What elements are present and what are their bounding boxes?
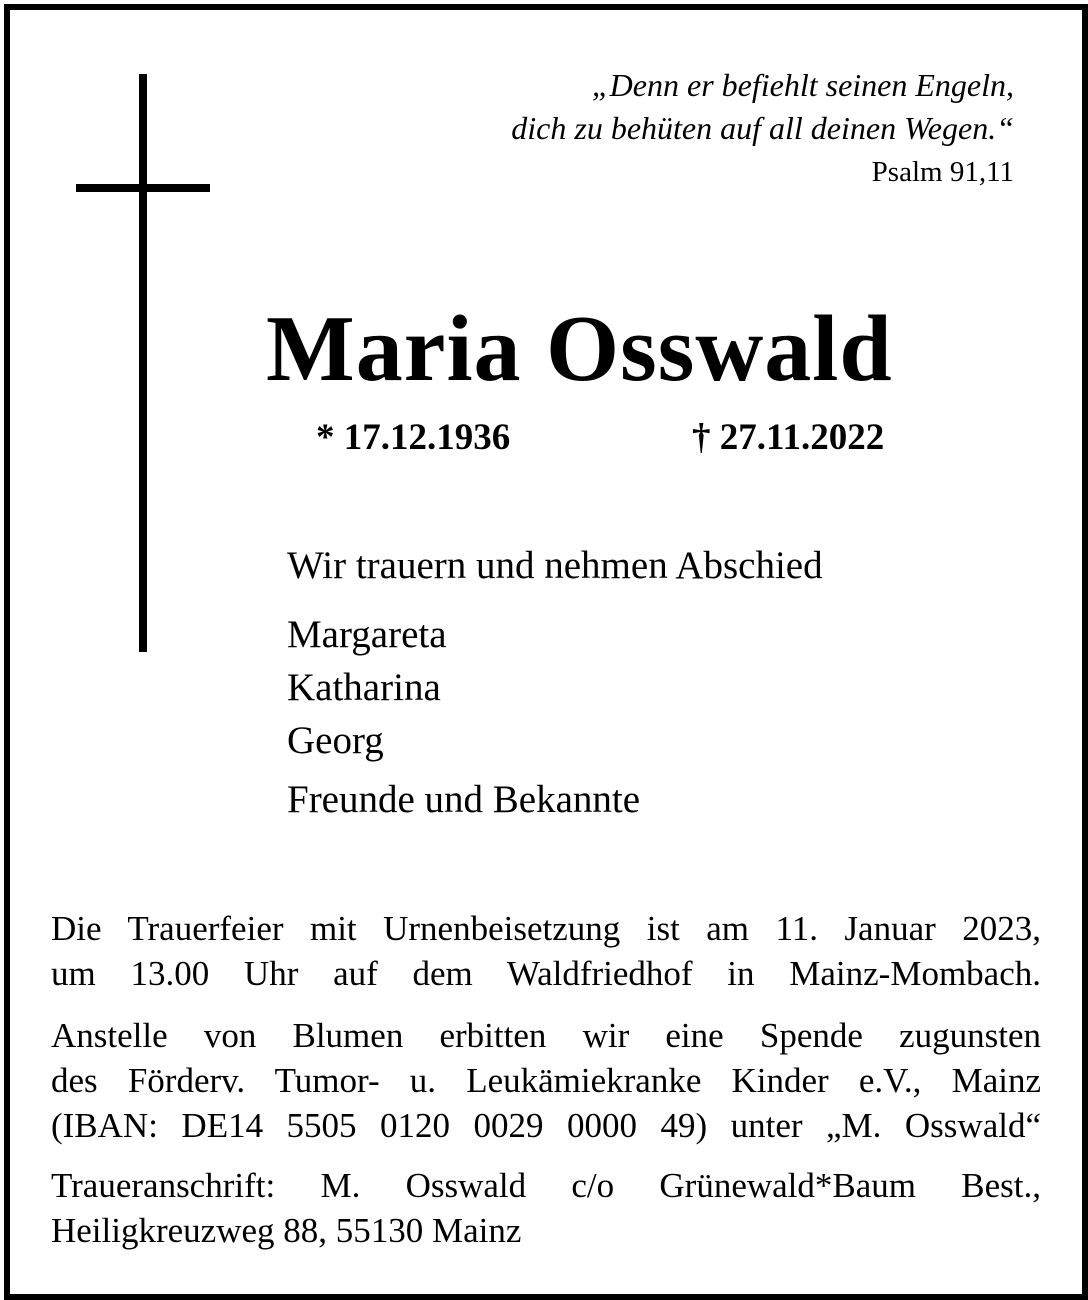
service-line-1: Die Trauerfeier mit Urnenbeisetzung ist am 11. Januar 2023,	[51, 909, 1041, 948]
birth-date: * 17.12.1936	[316, 417, 511, 458]
donation-line-1: Anstelle von Blumen erbitten wir eine Spende zugunsten	[51, 1016, 1041, 1055]
deceased-name: Maria Osswald	[266, 297, 893, 401]
donation-line-3: (IBAN: DE14 5505 0120 0029 0000 49) unter „M. Osswald“	[51, 1106, 1041, 1145]
mourner-name: Margareta	[287, 613, 447, 656]
mourner-name: Katharina	[287, 666, 441, 709]
donation-info	[51, 1013, 1041, 1148]
friends-line: Freunde und Bekannte	[287, 778, 641, 821]
mourning-address	[51, 1163, 1041, 1253]
mourner-name: Georg	[287, 719, 384, 762]
cross-icon-crossbar	[76, 184, 210, 192]
bible-verse	[511, 64, 1014, 150]
verse-line-1: „Denn er befiehlt seinen Engeln,	[591, 67, 1014, 103]
mourner-list	[287, 608, 447, 767]
death-date: † 27.11.2022	[692, 417, 885, 458]
address-line-1: Traueranschrift: M. Osswald c/o Grünewald*Baum Best.,	[51, 1166, 1041, 1205]
service-line-2: um 13.00 Uhr auf dem Waldfriedhof in Mainz-Mombach.	[51, 954, 1041, 993]
verse-line-2: dich zu behüten auf all deinen Wegen.“	[511, 110, 1014, 146]
verse-reference: Psalm 91,11	[871, 156, 1014, 188]
mourning-heading: Wir trauern und nehmen Abschied	[287, 544, 823, 587]
address-line-2: Heiligkreuzweg 88, 55130 Mainz	[51, 1211, 522, 1250]
cross-icon	[139, 74, 147, 652]
donation-line-2: des Förderv. Tumor- u. Leukämiekranke Kinder e.V., Mainz	[51, 1061, 1041, 1100]
service-info	[51, 906, 1041, 996]
